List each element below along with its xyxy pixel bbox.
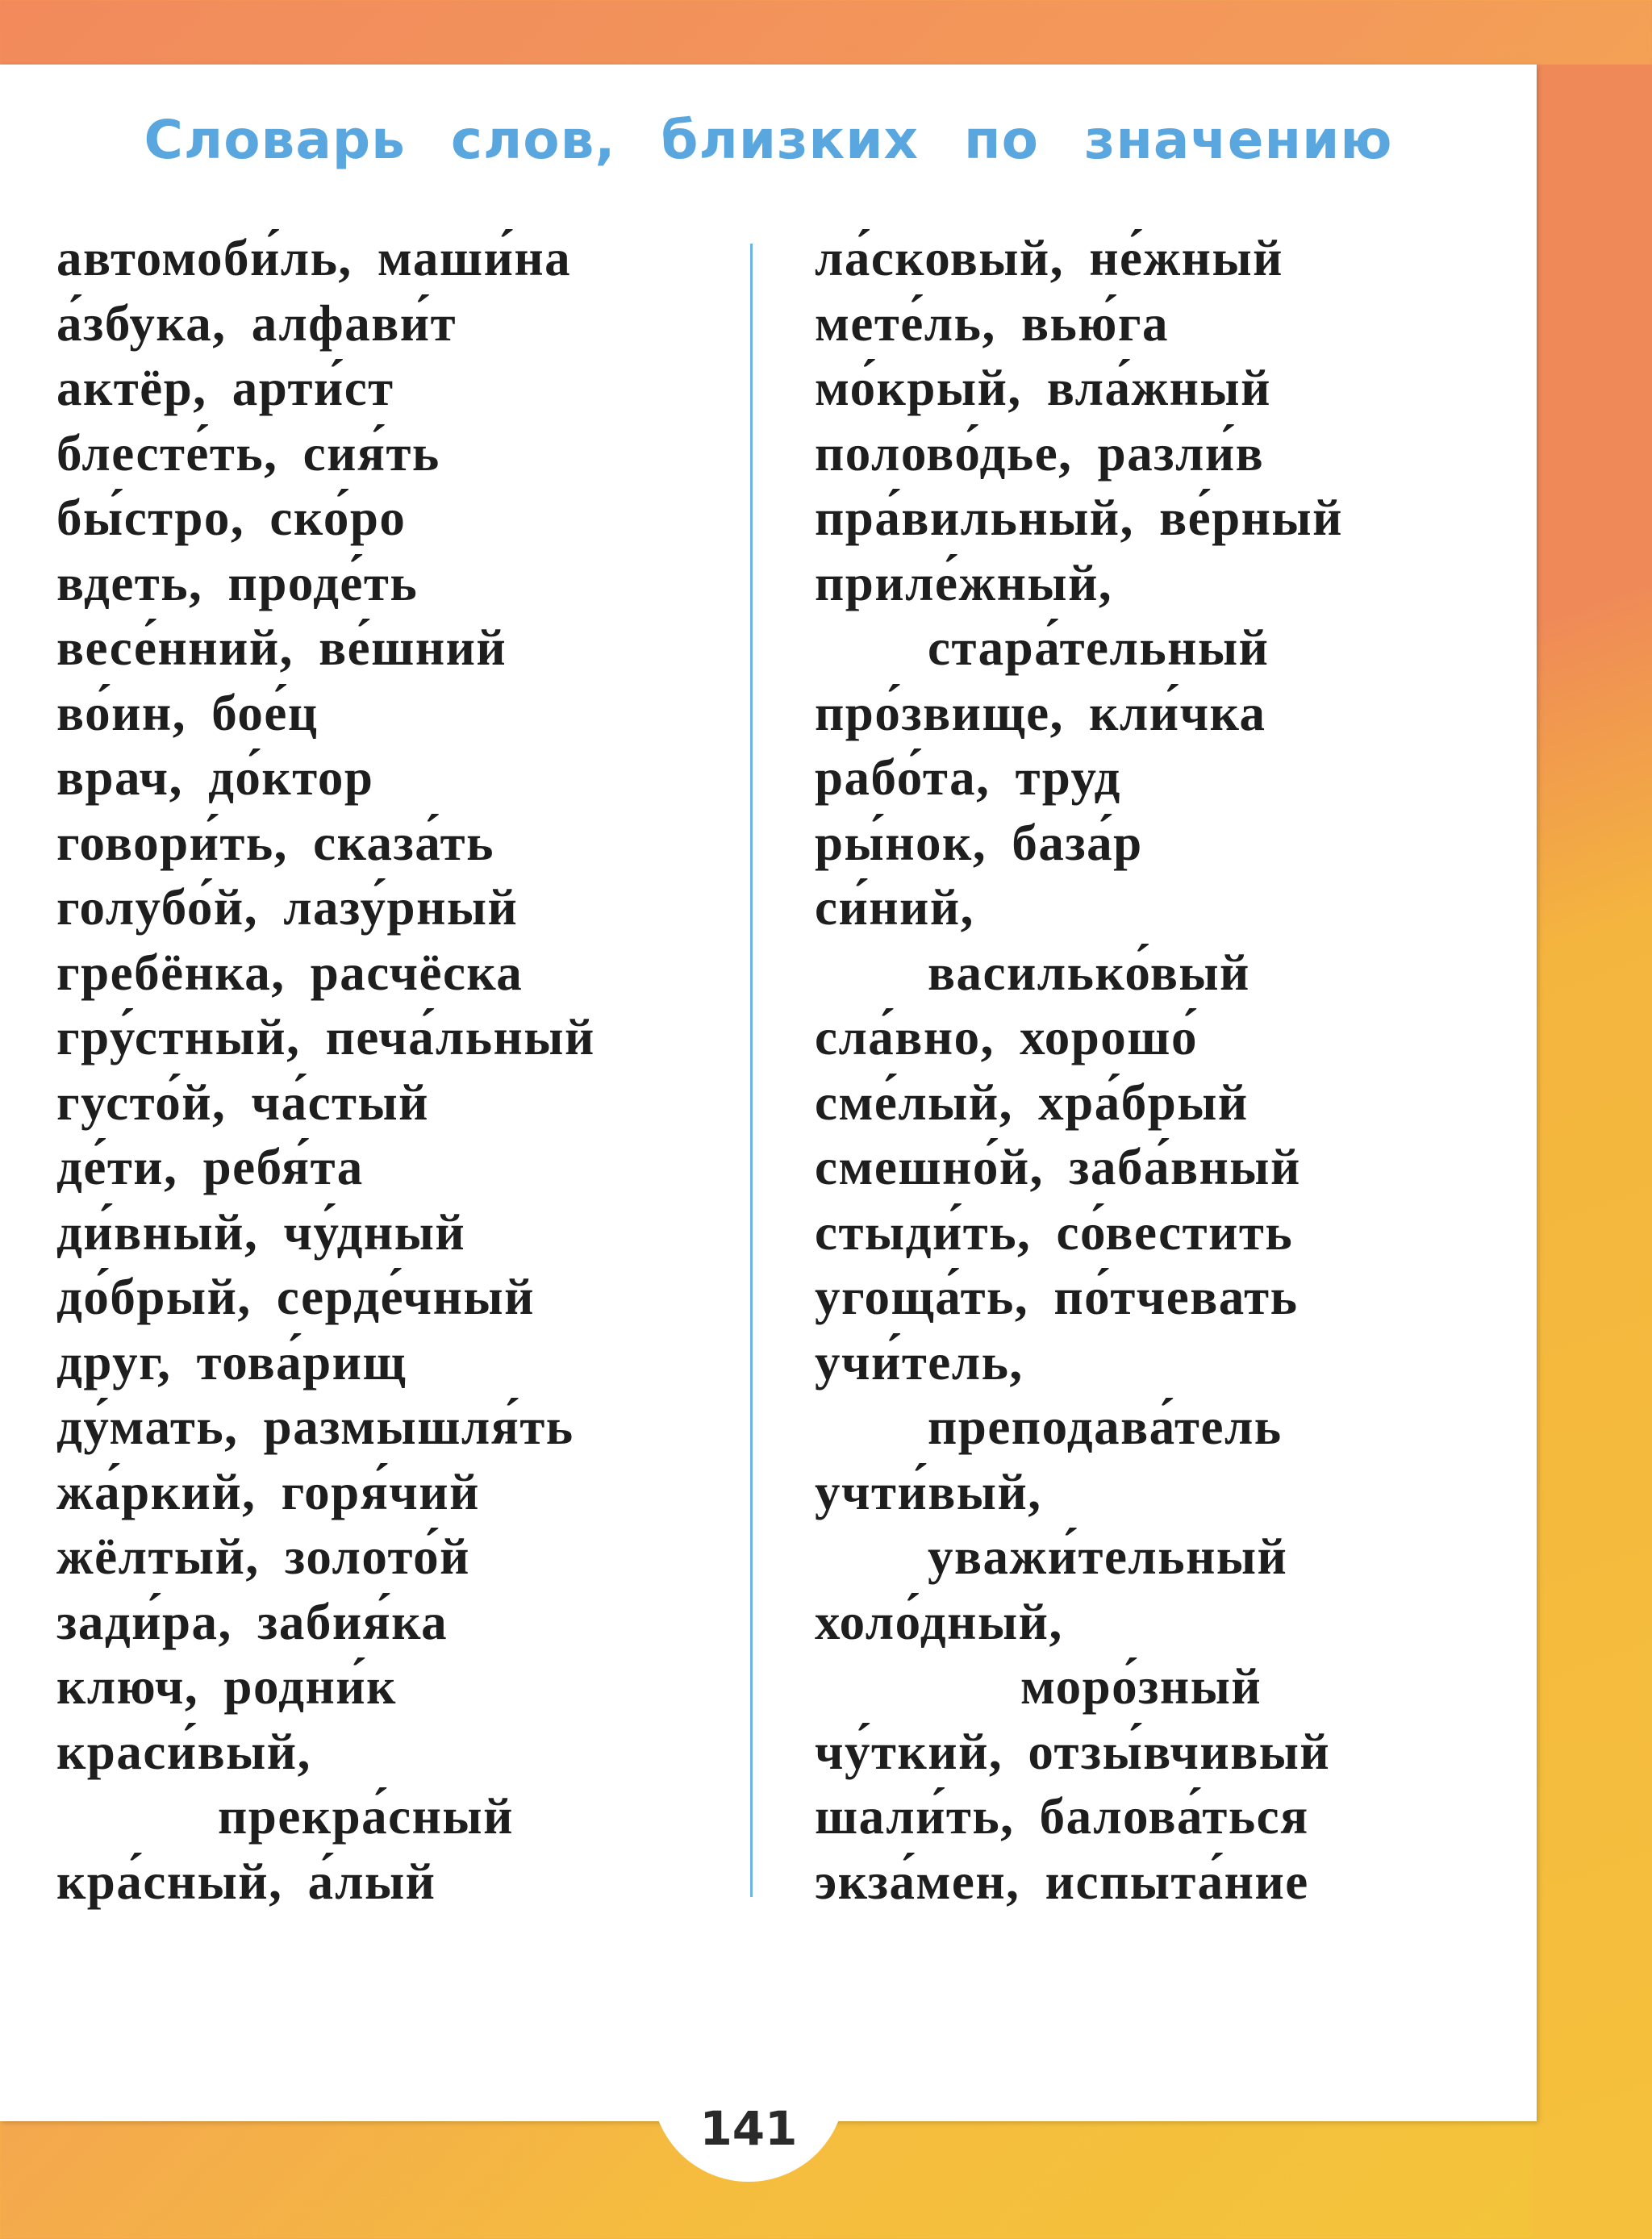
page-number: 141 bbox=[699, 2101, 798, 2156]
synonym-entry: врач, до́ктор bbox=[56, 749, 374, 806]
synonym-entry: густо́й, ча́стый bbox=[56, 1074, 429, 1131]
synonym-entry: василько́вый bbox=[928, 944, 1250, 1001]
synonym-entry: про́звище, кли́чка bbox=[815, 684, 1266, 741]
background-stripe bbox=[1533, 65, 1652, 2239]
synonym-entry: экза́мен, испыта́ние bbox=[815, 1853, 1309, 1910]
synonym-entry: мете́ль, вью́га bbox=[815, 294, 1170, 352]
right-word-column bbox=[815, 226, 1343, 1914]
synonym-entry: друг, това́рищ bbox=[56, 1333, 407, 1391]
synonym-entry: блесте́ть, сия́ть bbox=[56, 424, 440, 482]
left-word-column bbox=[56, 226, 595, 1914]
synonym-entry: мо́крый, вла́жный bbox=[815, 360, 1271, 416]
synonym-entry: угоща́ть, по́тчевать bbox=[815, 1269, 1299, 1325]
page-number-tab bbox=[652, 2061, 845, 2182]
synonym-entry: си́ний, bbox=[815, 879, 974, 936]
synonym-entry: холо́дный, bbox=[815, 1593, 1063, 1650]
synonym-entry: вдеть, проде́ть bbox=[56, 554, 419, 611]
synonym-entry: стара́тельный bbox=[928, 619, 1270, 676]
synonym-entry: ла́сковый, не́жный bbox=[815, 230, 1283, 286]
column-divider bbox=[750, 244, 753, 1897]
synonym-entry: жёлтый, золото́й bbox=[56, 1528, 470, 1585]
synonym-entry: зади́ра, забия́ка bbox=[56, 1593, 448, 1650]
textbook-page bbox=[0, 65, 1537, 2121]
synonym-entry: учти́вый, bbox=[815, 1463, 1042, 1520]
synonym-entry: гру́стный, печа́льный bbox=[56, 1009, 595, 1065]
synonym-entry: сме́лый, хра́брый bbox=[815, 1074, 1249, 1131]
synonym-entry: полово́дье, разли́в bbox=[815, 424, 1265, 482]
synonym-entry: голубо́й, лазу́рный bbox=[56, 879, 519, 936]
synonym-entry: чу́ткий, отзы́вчивый bbox=[815, 1723, 1331, 1780]
synonym-entry: моро́зный bbox=[1020, 1658, 1262, 1715]
synonym-entry: приле́жный, bbox=[815, 554, 1113, 611]
synonym-entry: рабо́та, труд bbox=[815, 749, 1121, 806]
synonym-entry: ду́мать, размышля́ть bbox=[56, 1399, 574, 1455]
synonym-entry: ди́вный, чу́дный bbox=[56, 1203, 466, 1261]
synonym-entry: краси́вый, bbox=[56, 1723, 311, 1780]
synonym-entry: автомоби́ль, маши́на bbox=[56, 230, 572, 286]
synonym-entry: уважи́тельный bbox=[928, 1528, 1288, 1585]
synonym-entry: стыди́ть, со́вестить bbox=[815, 1203, 1294, 1261]
synonym-entry: учи́тель, bbox=[815, 1333, 1024, 1391]
synonym-entry: до́брый, серде́чный bbox=[56, 1269, 535, 1325]
synonym-entry: ключ, родни́к bbox=[56, 1658, 397, 1715]
synonym-entry: смешно́й, заба́вный bbox=[815, 1139, 1301, 1195]
synonym-entry: говори́ть, сказа́ть bbox=[56, 814, 494, 871]
synonym-entry: кра́сный, а́лый bbox=[56, 1853, 436, 1910]
synonym-entry: пра́вильный, ве́рный bbox=[815, 490, 1343, 546]
synonym-entry: а́збука, алфави́т bbox=[56, 294, 457, 352]
synonym-entry: шали́ть, балова́ться bbox=[815, 1788, 1309, 1845]
synonym-entry: преподава́тель bbox=[928, 1399, 1283, 1455]
synonym-entry: актёр, арти́ст bbox=[56, 360, 394, 416]
synonym-entry: бы́стро, ско́ро bbox=[56, 490, 407, 546]
synonym-entry: де́ти, ребя́та bbox=[56, 1139, 364, 1195]
synonym-entry: ры́нок, база́р bbox=[815, 814, 1143, 871]
synonym-entry: жа́ркий, горя́чий bbox=[56, 1463, 480, 1520]
synonym-entry: сла́вно, хорошо́ bbox=[815, 1009, 1198, 1065]
synonym-entry: прекра́сный bbox=[218, 1788, 514, 1845]
synonym-entry: во́ин, бое́ц bbox=[56, 684, 319, 741]
synonym-entry: весе́нний, ве́шний bbox=[56, 619, 507, 676]
page-title: Словарь слов, близких по значению bbox=[144, 109, 1393, 171]
synonym-entry: гребёнка, расчёска bbox=[56, 944, 524, 1001]
